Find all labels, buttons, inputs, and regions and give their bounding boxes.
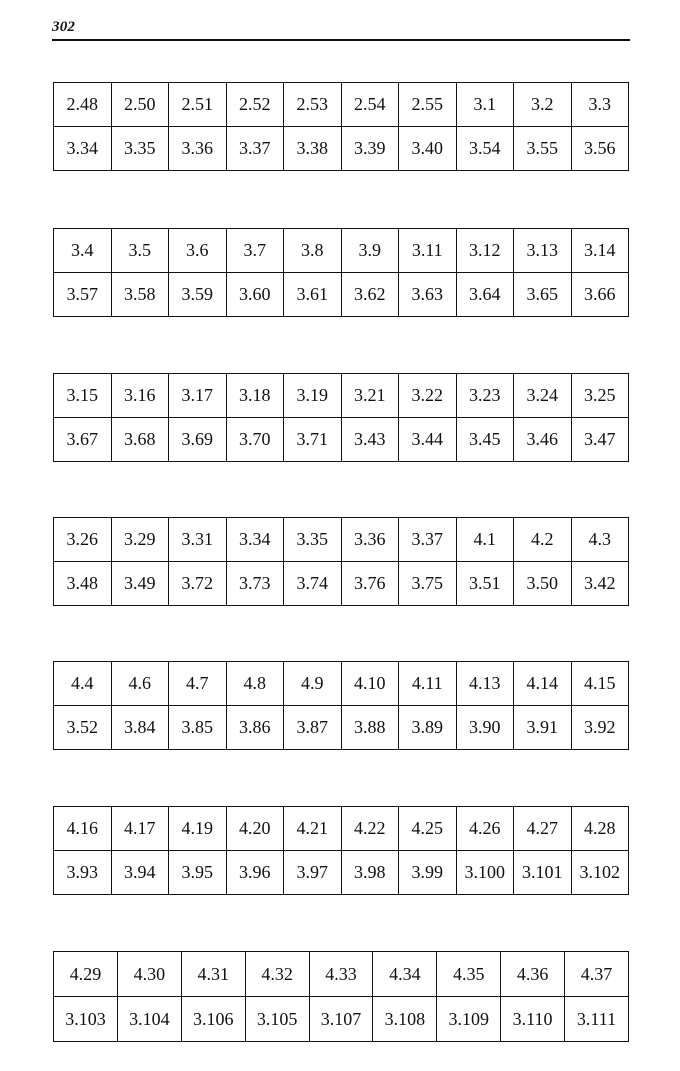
table-row-top bbox=[54, 662, 629, 706]
table-cell: 3.50 bbox=[514, 562, 572, 606]
table-cell: 3.45 bbox=[456, 418, 514, 462]
table-row-bottom bbox=[54, 418, 629, 462]
table-cell: 3.94 bbox=[111, 851, 169, 895]
table-row-bottom bbox=[54, 127, 629, 171]
table-cell: 3.14 bbox=[571, 229, 629, 273]
table-cell: 2.54 bbox=[341, 83, 399, 127]
table-cell: 3.48 bbox=[54, 562, 112, 606]
header-rule bbox=[52, 39, 630, 41]
table-cell: 4.32 bbox=[245, 952, 309, 997]
table-cell: 3.87 bbox=[284, 706, 342, 750]
table-row-bottom bbox=[54, 851, 629, 895]
table-cell: 4.4 bbox=[54, 662, 112, 706]
table-cell: 3.100 bbox=[456, 851, 514, 895]
table-cell: 3.72 bbox=[169, 562, 227, 606]
table-cell: 3.8 bbox=[284, 229, 342, 273]
table-row-bottom bbox=[54, 997, 629, 1042]
table-row-bottom bbox=[54, 562, 629, 606]
table-cell: 4.37 bbox=[565, 952, 629, 997]
table-cell: 3.91 bbox=[514, 706, 572, 750]
table-cell: 3.6 bbox=[169, 229, 227, 273]
table-cell: 3.74 bbox=[284, 562, 342, 606]
table-cell: 3.15 bbox=[54, 374, 112, 418]
table-cell: 3.58 bbox=[111, 273, 169, 317]
table-cell: 3.66 bbox=[571, 273, 629, 317]
table-cell: 3.17 bbox=[169, 374, 227, 418]
table-cell: 3.2 bbox=[514, 83, 572, 127]
table-cell: 4.14 bbox=[514, 662, 572, 706]
table-cell: 4.6 bbox=[111, 662, 169, 706]
table-cell: 3.11 bbox=[399, 229, 457, 273]
table-cell: 3.1 bbox=[456, 83, 514, 127]
table-cell: 3.52 bbox=[54, 706, 112, 750]
table-cell: 3.12 bbox=[456, 229, 514, 273]
table-cell: 4.27 bbox=[514, 807, 572, 851]
table-cell: 3.55 bbox=[514, 127, 572, 171]
table-cell: 4.19 bbox=[169, 807, 227, 851]
table-cell: 3.110 bbox=[501, 997, 565, 1042]
table-cell: 3.16 bbox=[111, 374, 169, 418]
table-cell: 4.3 bbox=[571, 518, 629, 562]
table-cell: 3.64 bbox=[456, 273, 514, 317]
table-cell: 3.4 bbox=[54, 229, 112, 273]
table-row-top bbox=[54, 229, 629, 273]
table-cell: 4.11 bbox=[399, 662, 457, 706]
table-cell: 3.5 bbox=[111, 229, 169, 273]
table-cell: 3.75 bbox=[399, 562, 457, 606]
table-cell: 4.20 bbox=[226, 807, 284, 851]
table-cell: 3.103 bbox=[54, 997, 118, 1042]
correspondence-table-7 bbox=[53, 951, 629, 1042]
table-cell: 3.26 bbox=[54, 518, 112, 562]
table-cell: 4.22 bbox=[341, 807, 399, 851]
table-cell: 3.36 bbox=[341, 518, 399, 562]
table-cell: 3.7 bbox=[226, 229, 284, 273]
table-cell: 3.34 bbox=[54, 127, 112, 171]
table-cell: 3.38 bbox=[284, 127, 342, 171]
table-cell: 2.55 bbox=[399, 83, 457, 127]
table-cell: 3.57 bbox=[54, 273, 112, 317]
table-cell: 3.84 bbox=[111, 706, 169, 750]
page-number: 302 bbox=[52, 19, 76, 35]
table-cell: 3.107 bbox=[309, 997, 373, 1042]
table-cell: 3.3 bbox=[571, 83, 629, 127]
table-cell: 3.96 bbox=[226, 851, 284, 895]
table-row-top bbox=[54, 518, 629, 562]
table-cell: 3.56 bbox=[571, 127, 629, 171]
table-cell: 3.61 bbox=[284, 273, 342, 317]
table-row-bottom bbox=[54, 706, 629, 750]
table-cell: 3.90 bbox=[456, 706, 514, 750]
table-cell: 3.88 bbox=[341, 706, 399, 750]
table-cell: 2.48 bbox=[54, 83, 112, 127]
table-cell: 3.9 bbox=[341, 229, 399, 273]
table-row-top bbox=[54, 83, 629, 127]
table-cell: 3.47 bbox=[571, 418, 629, 462]
table-cell: 3.36 bbox=[169, 127, 227, 171]
table-cell: 3.13 bbox=[514, 229, 572, 273]
table-cell: 3.54 bbox=[456, 127, 514, 171]
table-cell: 3.40 bbox=[399, 127, 457, 171]
table-cell: 3.37 bbox=[399, 518, 457, 562]
table-cell: 4.34 bbox=[373, 952, 437, 997]
table-cell: 3.23 bbox=[456, 374, 514, 418]
table-cell: 3.34 bbox=[226, 518, 284, 562]
table-cell: 3.42 bbox=[571, 562, 629, 606]
table-cell: 4.9 bbox=[284, 662, 342, 706]
table-cell: 3.29 bbox=[111, 518, 169, 562]
table-cell: 2.53 bbox=[284, 83, 342, 127]
table-cell: 3.104 bbox=[117, 997, 181, 1042]
table-cell: 3.69 bbox=[169, 418, 227, 462]
table-cell: 4.30 bbox=[117, 952, 181, 997]
table-cell: 4.2 bbox=[514, 518, 572, 562]
table-cell: 4.16 bbox=[54, 807, 112, 851]
table-cell: 4.28 bbox=[571, 807, 629, 851]
table-cell: 3.93 bbox=[54, 851, 112, 895]
table-cell: 2.52 bbox=[226, 83, 284, 127]
table-cell: 3.49 bbox=[111, 562, 169, 606]
table-cell: 3.68 bbox=[111, 418, 169, 462]
table-cell: 3.35 bbox=[111, 127, 169, 171]
table-cell: 3.102 bbox=[571, 851, 629, 895]
correspondence-table-6 bbox=[53, 806, 629, 895]
table-cell: 3.22 bbox=[399, 374, 457, 418]
table-cell: 3.76 bbox=[341, 562, 399, 606]
table-cell: 3.51 bbox=[456, 562, 514, 606]
table-cell: 3.63 bbox=[399, 273, 457, 317]
table-cell: 3.85 bbox=[169, 706, 227, 750]
table-cell: 4.8 bbox=[226, 662, 284, 706]
table-row-top bbox=[54, 807, 629, 851]
table-cell: 3.105 bbox=[245, 997, 309, 1042]
table-cell: 3.65 bbox=[514, 273, 572, 317]
table-cell: 3.43 bbox=[341, 418, 399, 462]
table-cell: 3.60 bbox=[226, 273, 284, 317]
correspondence-table-2 bbox=[53, 228, 629, 317]
table-cell: 4.35 bbox=[437, 952, 501, 997]
table-cell: 3.86 bbox=[226, 706, 284, 750]
table-cell: 3.111 bbox=[565, 997, 629, 1042]
table-cell: 3.67 bbox=[54, 418, 112, 462]
table-cell: 4.17 bbox=[111, 807, 169, 851]
table-cell: 3.73 bbox=[226, 562, 284, 606]
table-row-top bbox=[54, 374, 629, 418]
table-cell: 3.46 bbox=[514, 418, 572, 462]
table-cell: 4.29 bbox=[54, 952, 118, 997]
table-cell: 3.21 bbox=[341, 374, 399, 418]
table-cell: 3.25 bbox=[571, 374, 629, 418]
table-row-top bbox=[54, 952, 629, 997]
table-cell: 4.26 bbox=[456, 807, 514, 851]
table-cell: 3.31 bbox=[169, 518, 227, 562]
table-cell: 4.13 bbox=[456, 662, 514, 706]
table-cell: 3.109 bbox=[437, 997, 501, 1042]
table-cell: 3.92 bbox=[571, 706, 629, 750]
table-cell: 4.33 bbox=[309, 952, 373, 997]
table-cell: 3.101 bbox=[514, 851, 572, 895]
table-cell: 3.24 bbox=[514, 374, 572, 418]
table-cell: 2.50 bbox=[111, 83, 169, 127]
table-cell: 4.36 bbox=[501, 952, 565, 997]
table-cell: 3.106 bbox=[181, 997, 245, 1042]
table-cell: 2.51 bbox=[169, 83, 227, 127]
table-cell: 3.37 bbox=[226, 127, 284, 171]
table-cell: 3.89 bbox=[399, 706, 457, 750]
table-cell: 4.7 bbox=[169, 662, 227, 706]
table-cell: 4.10 bbox=[341, 662, 399, 706]
table-cell: 3.70 bbox=[226, 418, 284, 462]
table-cell: 4.1 bbox=[456, 518, 514, 562]
correspondence-table-4 bbox=[53, 517, 629, 606]
correspondence-table-1 bbox=[53, 82, 629, 171]
table-row-bottom bbox=[54, 273, 629, 317]
table-cell: 3.62 bbox=[341, 273, 399, 317]
table-cell: 4.31 bbox=[181, 952, 245, 997]
table-cell: 3.19 bbox=[284, 374, 342, 418]
correspondence-table-3 bbox=[53, 373, 629, 462]
table-cell: 3.108 bbox=[373, 997, 437, 1042]
table-cell: 3.44 bbox=[399, 418, 457, 462]
table-cell: 3.59 bbox=[169, 273, 227, 317]
table-cell: 3.95 bbox=[169, 851, 227, 895]
table-cell: 4.15 bbox=[571, 662, 629, 706]
correspondence-table-5 bbox=[53, 661, 629, 750]
table-cell: 3.97 bbox=[284, 851, 342, 895]
table-cell: 3.98 bbox=[341, 851, 399, 895]
table-cell: 4.25 bbox=[399, 807, 457, 851]
table-cell: 3.39 bbox=[341, 127, 399, 171]
table-cell: 3.35 bbox=[284, 518, 342, 562]
table-cell: 3.71 bbox=[284, 418, 342, 462]
table-cell: 4.21 bbox=[284, 807, 342, 851]
table-cell: 3.99 bbox=[399, 851, 457, 895]
table-cell: 3.18 bbox=[226, 374, 284, 418]
